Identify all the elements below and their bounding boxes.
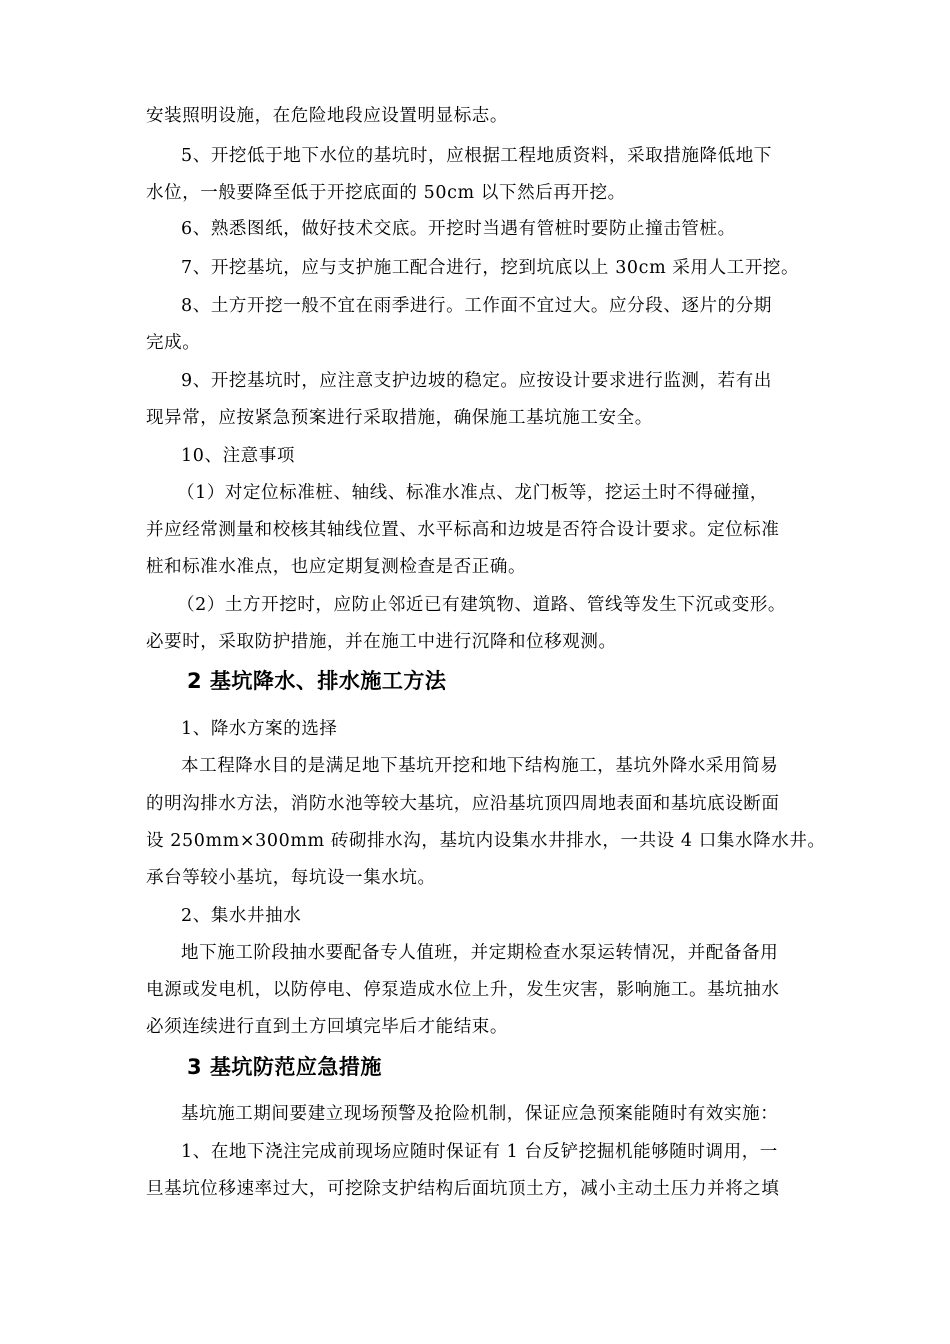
text-line: 安装照明设施，在危险地段应设置明显标志。 <box>146 106 508 126</box>
text-line: 水位，一般要降至低于开挖底面的 50cm 以下然后再开挖。 <box>146 183 626 203</box>
text-line: 基坑施工期间要建立现场预警及抢险机制，保证应急预案能随时有效实施： <box>181 1104 779 1124</box>
text-line: 必要时，采取防护措施，并在施工中进行沉降和位移观测。 <box>146 632 617 652</box>
text-line: 9、开挖基坑时，应注意支护边坡的稳定。应按设计要求进行监测，若有出 <box>181 371 772 391</box>
text-line: （1）对定位标准桩、轴线、标准水准点、龙门板等，挖运土时不得碰撞， <box>177 483 768 503</box>
text-line: 地下施工阶段抽水要配备专人值班，并定期检查水泵运转情况，并配备备用 <box>181 943 779 963</box>
text-line: 1、降水方案的选择 <box>181 719 338 739</box>
text-line: 2、集水井抽水 <box>181 906 302 926</box>
section-heading: 2 基坑降水、排水施工方法 <box>187 669 447 693</box>
text-line: 本工程降水目的是满足地下基坑开挖和地下结构施工，基坑外降水采用简易 <box>181 756 779 776</box>
text-line: （2）土方开挖时，应防止邻近已有建筑物、道路、管线等发生下沉或变形。 <box>177 595 787 615</box>
text-line: 5、开挖低于地下水位的基坑时，应根据工程地质资料，采取措施降低地下 <box>181 146 772 166</box>
text-line: 旦基坑位移速率过大，可挖除支护结构后面坑顶土方，减小主动土压力并将之填 <box>146 1179 780 1199</box>
text-line: 7、开挖基坑，应与支护施工配合进行，挖到坑底以上 30cm 采用人工开挖。 <box>181 258 800 278</box>
text-line: 承台等较小基坑，每坑设一集水坑。 <box>146 868 436 888</box>
text-line: 设 250mm×300mm 砖砌排水沟，基坑内设集水井排水，一共设 4 口集水降水井。 <box>146 831 826 851</box>
text-line: 必须连续进行直到土方回填完毕后才能结束。 <box>146 1017 508 1037</box>
text-line: 并应经常测量和校核其轴线位置、水平标高和边坡是否符合设计要求。定位标准 <box>146 520 780 540</box>
text-line: 的明沟排水方法，消防水池等较大基坑，应沿基坑顶四周地表面和基坑底设断面 <box>146 794 780 814</box>
text-line: 完成。 <box>146 333 201 353</box>
text-line: 1、在地下浇注完成前现场应随时保证有 1 台反铲挖掘机能够随时调用，一 <box>181 1142 778 1162</box>
text-line: 电源或发电机，以防停电、停泵造成水位上升，发生灾害，影响施工。基坑抽水 <box>146 980 780 1000</box>
text-line: 6、熟悉图纸，做好技术交底。开挖时当遇有管桩时要防止撞击管桩。 <box>181 219 736 239</box>
text-line: 10、注意事项 <box>181 446 295 466</box>
text-line: 现异常，应按紧急预案进行采取措施，确保施工基坑施工安全。 <box>146 408 653 428</box>
section-heading: 3 基坑防范应急措施 <box>187 1055 382 1079</box>
text-line: 8、土方开挖一般不宜在雨季进行。工作面不宜过大。应分段、逐片的分期 <box>181 296 772 316</box>
text-line: 桩和标准水准点，也应定期复测检查是否正确。 <box>146 557 527 577</box>
